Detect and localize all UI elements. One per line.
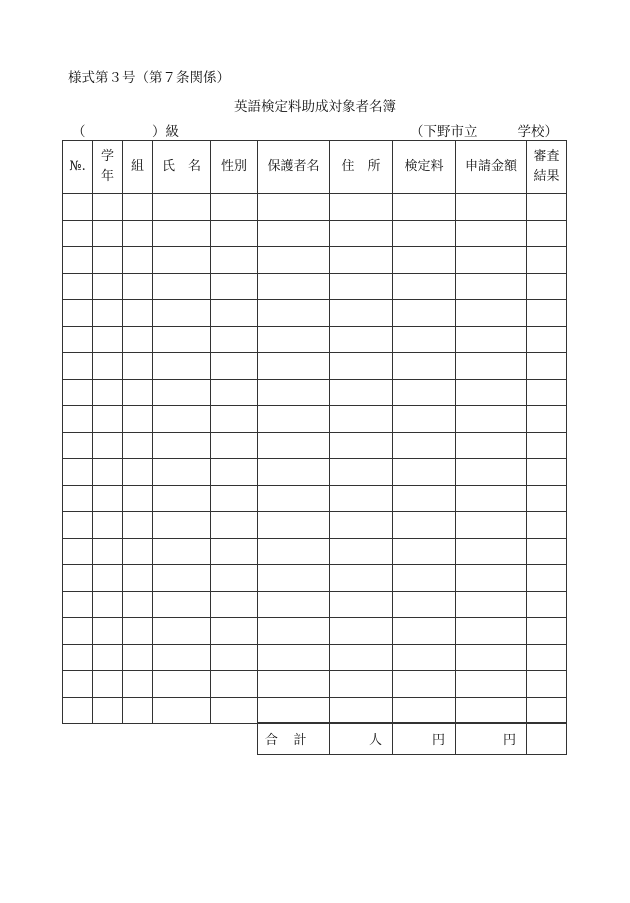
header-row [63, 141, 567, 194]
table-row [63, 459, 567, 486]
table-cell[interactable] [527, 300, 567, 327]
table-cell[interactable] [123, 538, 153, 565]
table-cell[interactable] [153, 591, 211, 618]
table-cell[interactable] [93, 247, 123, 274]
table-cell[interactable] [153, 512, 211, 539]
table-cell[interactable] [63, 326, 93, 353]
table-cell[interactable] [63, 671, 93, 698]
table-cell[interactable] [527, 326, 567, 353]
table-cell[interactable] [153, 618, 211, 645]
totals-result [527, 723, 567, 755]
table-row [63, 591, 567, 618]
table-cell[interactable] [63, 220, 93, 247]
table-cell[interactable] [527, 353, 567, 380]
table-cell[interactable] [527, 459, 567, 486]
table-cell[interactable] [211, 618, 258, 645]
table-cell[interactable] [258, 618, 330, 645]
table-row [63, 220, 567, 247]
column-header: 審査 結果 [527, 141, 567, 194]
table-cell[interactable] [393, 671, 456, 698]
table-cell[interactable] [63, 485, 93, 512]
table-row [63, 565, 567, 592]
table-cell[interactable] [123, 379, 153, 406]
roster-table [62, 140, 567, 724]
table-cell[interactable] [93, 538, 123, 565]
table-cell[interactable] [93, 565, 123, 592]
table-cell[interactable] [93, 512, 123, 539]
table-cell[interactable] [211, 565, 258, 592]
table-cell[interactable] [393, 697, 456, 724]
table-cell[interactable] [63, 591, 93, 618]
table-row [63, 671, 567, 698]
table-row [63, 432, 567, 459]
table-cell[interactable] [456, 485, 527, 512]
table-cell[interactable] [456, 432, 527, 459]
table-cell[interactable] [393, 273, 456, 300]
table-cell[interactable] [123, 512, 153, 539]
school-line [410, 120, 558, 140]
table-cell[interactable] [93, 379, 123, 406]
column-header: 申請金額 [456, 141, 527, 194]
table-cell[interactable] [93, 300, 123, 327]
table-cell[interactable] [153, 273, 211, 300]
table-cell[interactable] [527, 194, 567, 221]
table-cell[interactable] [153, 406, 211, 433]
table-cell[interactable] [330, 671, 393, 698]
table-cell[interactable] [258, 512, 330, 539]
table-row [63, 697, 567, 724]
table-cell[interactable] [211, 379, 258, 406]
table-cell[interactable] [258, 220, 330, 247]
table-cell[interactable] [258, 326, 330, 353]
table-cell[interactable] [211, 194, 258, 221]
totals-label: 合計 [258, 723, 330, 755]
table-cell[interactable] [123, 565, 153, 592]
table-cell[interactable] [63, 247, 93, 274]
table-cell[interactable] [211, 459, 258, 486]
table-cell[interactable] [63, 194, 93, 221]
table-cell[interactable] [93, 459, 123, 486]
table-cell[interactable] [456, 565, 527, 592]
table-cell[interactable] [63, 406, 93, 433]
table-cell[interactable] [330, 220, 393, 247]
table-cell[interactable] [258, 459, 330, 486]
table-cell[interactable] [527, 220, 567, 247]
table-cell[interactable] [330, 697, 393, 724]
table-cell[interactable] [93, 697, 123, 724]
table-cell[interactable] [527, 485, 567, 512]
table-cell[interactable] [153, 644, 211, 671]
table-cell[interactable] [527, 379, 567, 406]
table-cell[interactable] [123, 300, 153, 327]
table-row [63, 326, 567, 353]
table-cell[interactable] [123, 591, 153, 618]
table-cell[interactable] [123, 671, 153, 698]
table-cell[interactable] [258, 353, 330, 380]
table-cell[interactable] [527, 565, 567, 592]
table-cell[interactable] [153, 247, 211, 274]
table-cell[interactable] [258, 300, 330, 327]
table-cell[interactable] [211, 697, 258, 724]
table-cell[interactable] [527, 273, 567, 300]
table-cell[interactable] [153, 353, 211, 380]
table-cell[interactable] [123, 194, 153, 221]
table-cell[interactable] [123, 353, 153, 380]
table-cell[interactable] [456, 353, 527, 380]
table-cell[interactable] [258, 406, 330, 433]
table-cell[interactable] [527, 618, 567, 645]
table-cell[interactable] [527, 591, 567, 618]
table-cell[interactable] [456, 379, 527, 406]
column-header: 保護者名 [258, 141, 330, 194]
table-cell[interactable] [211, 326, 258, 353]
grade-open: （ [72, 124, 86, 140]
table-cell[interactable] [63, 697, 93, 724]
table-cell[interactable] [93, 353, 123, 380]
table-cell[interactable] [211, 247, 258, 274]
table-cell[interactable] [123, 485, 153, 512]
table-cell[interactable] [393, 326, 456, 353]
column-header: №. [63, 141, 93, 194]
table-cell[interactable] [153, 697, 211, 724]
table-cell[interactable] [393, 538, 456, 565]
table-cell[interactable] [527, 644, 567, 671]
table-cell[interactable] [93, 591, 123, 618]
table-cell[interactable] [258, 538, 330, 565]
table-cell[interactable] [393, 485, 456, 512]
column-header: 住 所 [330, 141, 393, 194]
table-cell[interactable] [123, 697, 153, 724]
table-cell[interactable] [123, 326, 153, 353]
table-cell[interactable] [258, 247, 330, 274]
column-header: 氏 名 [153, 141, 211, 194]
table-cell[interactable] [456, 591, 527, 618]
table-cell[interactable] [153, 459, 211, 486]
table-cell[interactable] [93, 406, 123, 433]
table-cell[interactable] [456, 644, 527, 671]
table-cell[interactable] [456, 671, 527, 698]
table-cell[interactable] [330, 247, 393, 274]
table-cell[interactable] [63, 565, 93, 592]
table-cell[interactable] [393, 512, 456, 539]
table-row [63, 300, 567, 327]
column-header: 学 年 [93, 141, 123, 194]
table-cell[interactable] [393, 644, 456, 671]
table-cell[interactable] [330, 591, 393, 618]
table-row [63, 379, 567, 406]
table-cell[interactable] [330, 618, 393, 645]
table-cell[interactable] [211, 671, 258, 698]
school-suffix: 学校） [517, 124, 558, 140]
table-cell[interactable] [258, 565, 330, 592]
table-cell[interactable] [393, 406, 456, 433]
totals-amount: 円 [456, 723, 527, 755]
table-cell[interactable] [258, 671, 330, 698]
table-cell[interactable] [456, 273, 527, 300]
table-cell[interactable] [258, 379, 330, 406]
table-row [63, 353, 567, 380]
table-cell[interactable] [123, 644, 153, 671]
table-cell[interactable] [456, 326, 527, 353]
table-cell[interactable] [211, 512, 258, 539]
table-cell[interactable] [330, 512, 393, 539]
table-cell[interactable] [63, 300, 93, 327]
table-cell[interactable] [93, 220, 123, 247]
table-cell[interactable] [330, 300, 393, 327]
table-cell[interactable] [211, 406, 258, 433]
table-cell[interactable] [93, 432, 123, 459]
table-cell[interactable] [123, 432, 153, 459]
column-header: 性別 [211, 141, 258, 194]
table-cell[interactable] [456, 300, 527, 327]
table-cell[interactable] [93, 194, 123, 221]
table-cell[interactable] [456, 697, 527, 724]
table-cell[interactable] [330, 459, 393, 486]
table-cell[interactable] [153, 379, 211, 406]
table-cell[interactable] [527, 247, 567, 274]
totals-fee: 円 [393, 723, 456, 755]
table-cell[interactable] [393, 618, 456, 645]
table-cell[interactable] [456, 406, 527, 433]
table-cell[interactable] [63, 273, 93, 300]
table-cell[interactable] [330, 432, 393, 459]
table-cell[interactable] [258, 644, 330, 671]
table-cell[interactable] [93, 618, 123, 645]
table-row [63, 538, 567, 565]
table-cell[interactable] [93, 644, 123, 671]
table-cell[interactable] [123, 618, 153, 645]
table-cell[interactable] [393, 220, 456, 247]
table-cell[interactable] [211, 353, 258, 380]
table-cell[interactable] [63, 644, 93, 671]
table-cell[interactable] [456, 538, 527, 565]
table-cell[interactable] [211, 300, 258, 327]
table-cell[interactable] [211, 538, 258, 565]
grade-close: ）級 [152, 124, 179, 140]
table-cell[interactable] [63, 459, 93, 486]
table-cell[interactable] [258, 273, 330, 300]
table-cell[interactable] [527, 406, 567, 433]
table-cell[interactable] [153, 485, 211, 512]
table-cell[interactable] [330, 644, 393, 671]
table-cell[interactable] [527, 512, 567, 539]
table-cell[interactable] [456, 194, 527, 221]
table-cell[interactable] [258, 697, 330, 724]
table-cell[interactable] [93, 326, 123, 353]
table-cell[interactable] [330, 485, 393, 512]
table-cell[interactable] [93, 671, 123, 698]
table-cell[interactable] [153, 326, 211, 353]
table-cell[interactable] [123, 459, 153, 486]
table-cell[interactable] [211, 273, 258, 300]
table-cell[interactable] [63, 538, 93, 565]
table-cell[interactable] [153, 300, 211, 327]
table-cell[interactable] [153, 538, 211, 565]
table-cell[interactable] [393, 300, 456, 327]
table-cell[interactable] [258, 485, 330, 512]
document-title: 英語検定料助成対象者名簿 [234, 99, 396, 115]
table-cell[interactable] [527, 432, 567, 459]
table-cell[interactable] [393, 591, 456, 618]
table-cell[interactable] [527, 538, 567, 565]
table-cell[interactable] [456, 459, 527, 486]
table-cell[interactable] [258, 591, 330, 618]
table-row [63, 512, 567, 539]
table-cell[interactable] [258, 432, 330, 459]
table-cell[interactable] [330, 326, 393, 353]
table-row [63, 485, 567, 512]
table-cell[interactable] [330, 538, 393, 565]
table-cell[interactable] [393, 194, 456, 221]
table-cell[interactable] [330, 273, 393, 300]
table-cell[interactable] [123, 220, 153, 247]
table-cell[interactable] [211, 432, 258, 459]
table-cell[interactable] [211, 644, 258, 671]
table-cell[interactable] [456, 618, 527, 645]
table-cell[interactable] [393, 353, 456, 380]
table-cell[interactable] [527, 671, 567, 698]
table-row [63, 406, 567, 433]
table-cell[interactable] [393, 432, 456, 459]
form-number: 様式第３号（第７条関係） [68, 70, 230, 86]
column-header: 組 [123, 141, 153, 194]
table-cell[interactable] [153, 194, 211, 221]
table-cell[interactable] [211, 220, 258, 247]
totals-people: 人 [330, 723, 393, 755]
table-row [63, 194, 567, 221]
table-cell[interactable] [123, 406, 153, 433]
totals-row [257, 722, 567, 755]
table-cell[interactable] [123, 273, 153, 300]
table-cell[interactable] [211, 485, 258, 512]
table-row [63, 273, 567, 300]
table-cell[interactable] [153, 432, 211, 459]
table-cell[interactable] [330, 406, 393, 433]
table-cell[interactable] [330, 565, 393, 592]
table-cell[interactable] [63, 379, 93, 406]
table-cell[interactable] [153, 565, 211, 592]
school-prefix: （下野市立 [410, 124, 478, 140]
column-header: 検定料 [393, 141, 456, 194]
table-cell[interactable] [456, 247, 527, 274]
table-cell[interactable] [123, 247, 153, 274]
table-cell[interactable] [63, 618, 93, 645]
table-cell[interactable] [527, 697, 567, 724]
table-row [63, 644, 567, 671]
table-cell[interactable] [63, 432, 93, 459]
table-cell[interactable] [393, 459, 456, 486]
table-cell[interactable] [258, 194, 330, 221]
table-row [63, 247, 567, 274]
table-cell[interactable] [393, 379, 456, 406]
table-cell[interactable] [330, 379, 393, 406]
table-cell[interactable] [456, 512, 527, 539]
table-cell[interactable] [330, 194, 393, 221]
table-cell[interactable] [63, 353, 93, 380]
table-cell[interactable] [393, 247, 456, 274]
table-row [63, 618, 567, 645]
table-cell[interactable] [63, 512, 93, 539]
table-cell[interactable] [93, 273, 123, 300]
table-cell[interactable] [393, 565, 456, 592]
grade-line [72, 120, 179, 140]
table-cell[interactable] [153, 220, 211, 247]
table-cell[interactable] [456, 220, 527, 247]
table-cell[interactable] [93, 485, 123, 512]
table-cell[interactable] [330, 353, 393, 380]
table-cell[interactable] [211, 591, 258, 618]
table-cell[interactable] [153, 671, 211, 698]
